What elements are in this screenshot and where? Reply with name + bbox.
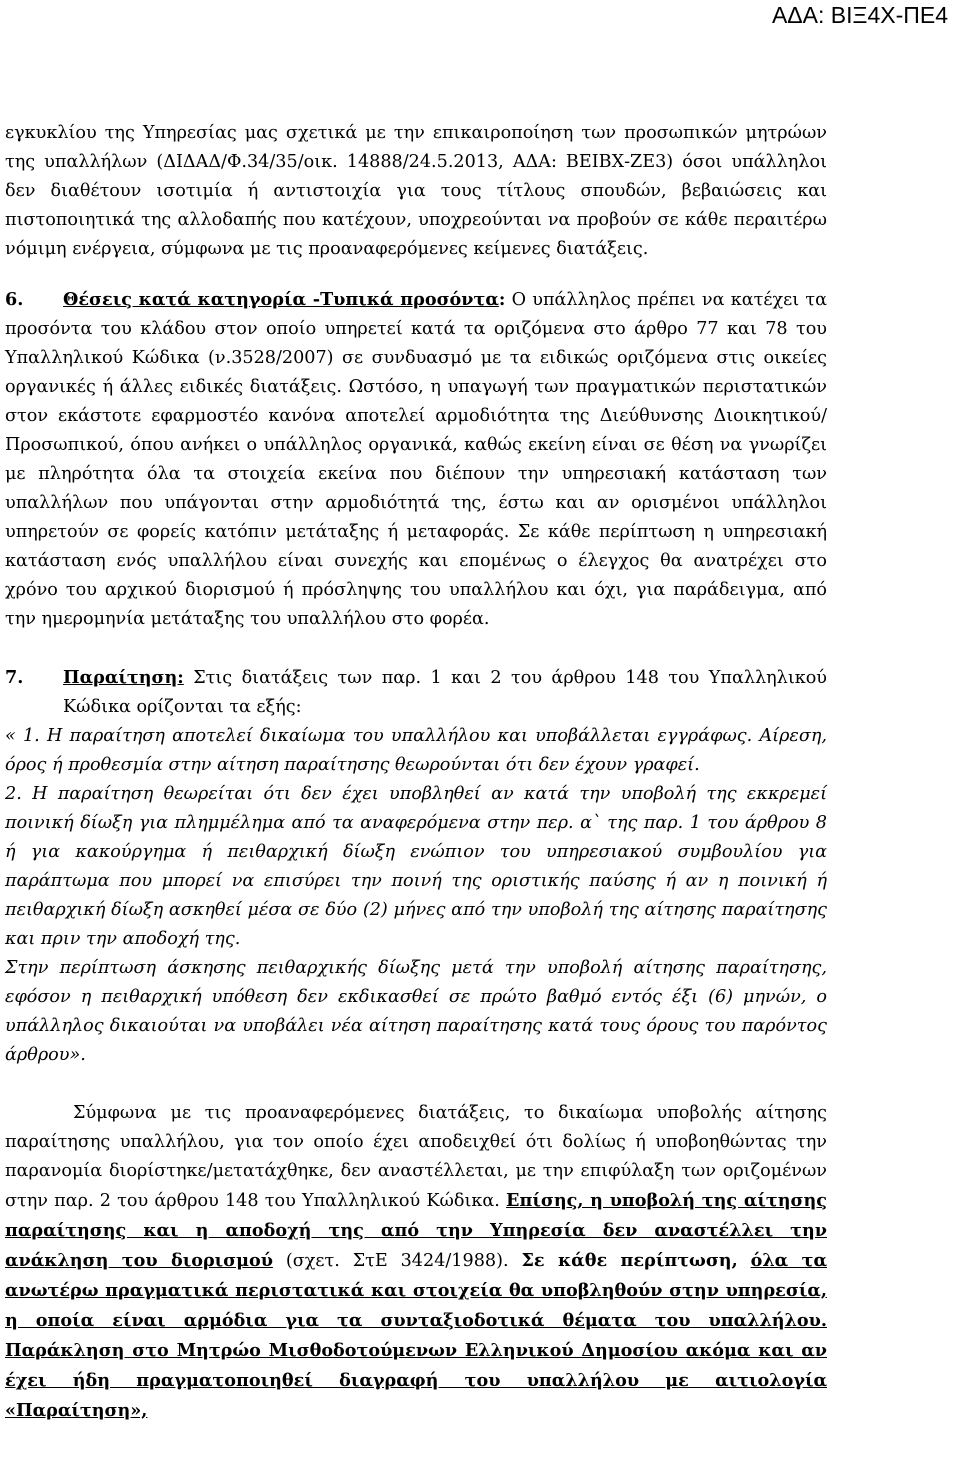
section-7-text: Στις διατάξεις των παρ. 1 και 2 του άρθρου 148 του Υπαλληλικού Κώδικα ορίζονται τα εξής: <box>63 668 827 717</box>
final-text-1: Σύμφωνα με τις προαναφερόμενες διατάξεις, το δικαίωμα υποβολής αίτησης παραίτησης υπαλλήλου, για τον οποίο έχει αποδειχθεί ότι δολίως ή υποβοηθώντας την παρανομία διορίστηκε/μετατάχθηκε, δεν αναστέλλεται, με την επιφύλαξη των οριζομένων στην παρ. 2 του άρθρου 148 του Υπαλληλικού Κώδικα. <box>5 1103 827 1211</box>
final-emphasis-1: Επίσης, η υποβολή της αίτησης παραίτησης και η αποδοχή της από την Υπηρεσία δεν αναστέλλει την ανάκληση του διορισμού <box>5 1190 828 1271</box>
section-6-colon: : <box>498 289 506 310</box>
intro-paragraph: εγκυκλίου της Υπηρεσίας μας σχετικά με την επικαιροποίηση των προσωπικών μητρώων της υπαλλήλων (ΔΙΔΑΔ/Φ.34/35/οικ. 14888/24.5.2013, ΑΔΑ: ΒΕΙΒΧ-ΖΕ3) όσοι υπάλληλοι δεν διαθέτουν ισοτιμία ή αντιστοιχία για τους τίτλους σπουδών, βεβαιώσεις και πιστοποιητικά της αλλοδαπής που κατέχουν, υποχρεούνται να προβούν σε κάθε περαιτέρω νόμιμη ενέργεια, σύμφωνα με τις προαναφερόμενες κείμενες διατάξεις. <box>5 123 827 259</box>
final-emphasis-2: Σε κάθε περίπτωση, <box>521 1250 738 1271</box>
section-6-heading: Θέσεις κατά κατηγορία -Τυπικά προσόντα <box>63 289 499 310</box>
section-7-heading: Παραίτηση: <box>63 667 184 688</box>
final-paragraph <box>5 1099 827 1426</box>
section-7 <box>5 663 827 722</box>
section-6 <box>5 285 827 634</box>
section-6-paragraph <box>5 285 827 634</box>
ada-code: ΑΔΑ: ΒΙΞ4Χ-ΠΕ4 <box>771 2 948 28</box>
document-body <box>5 119 827 1426</box>
quote-paragraph-1: « 1. Η παραίτηση αποτελεί δικαίωμα του υπαλλήλου και υποβάλλεται εγγράφως. Αίρεση, όρος ή προθεσμία στην αίτηση παραίτησης θεωρούνται ότι δεν έχουν γραφεί. <box>5 726 827 775</box>
quote-paragraph-2: 2. Η παραίτηση θεωρείται ότι δεν έχει υποβληθεί αν κατά την υποβολή της εκκρεμεί ποινική δίωξη για πλημμέλημα από τα αναφερόμενα στην περ. α` της παρ. 1 του άρθρου 8 ή για κακούργημα ή πειθαρχική δίωξη ενώπιον του υπηρεσιακού συμβουλίου για παράπτωμα που μπορεί να επισύρει την ποινή της οριστικής παύσης ή αν η ποινική ή πειθαρχική δίωξη ασκηθεί μέσα σε δύο (2) μήνες από την υποβολή της αίτησης παραίτησης και πριν την αποδοχή της. <box>5 784 827 949</box>
final-emphasis-3: όλα τα ανωτέρω πραγματικά περιστατικά και στοιχεία θα υποβληθούν στην υπηρεσία, η οποία είναι αρμόδια για τα συνταξιοδοτικά θέματα του υπαλλήλου. Παράκληση στο Μητρώο Μισθοδοτούμενων Ελληνικού Δημοσίου ακόμα και αν έχει ήδη πραγματοποιηθεί διαγραφή του υπαλλήλου με αιτιολογία «Παραίτηση», <box>5 1250 827 1421</box>
section-6-number: 6. <box>5 289 24 310</box>
final-space <box>738 1251 751 1271</box>
section-7-paragraph <box>63 663 827 722</box>
quote-paragraph-3: Στην περίπτωση άσκησης πειθαρχικής δίωξης μετά την υποβολή αίτησης παραίτησης, εφόσον η πειθαρχική υπόθεση δεν εκδικασθεί σε πρώτο βαθμό εντός έξι (6) μηνών, ο υπάλληλος δικαιούται να υποβάλει νέα αίτηση παραίτησης κατά τους όρους του παρόντος άρθρου». <box>5 958 827 1065</box>
section-7-number: 7. <box>5 667 24 688</box>
section-6-text: Ο υπάλληλος πρέπει να κατέχει τα προσόντα του κλάδου στον οποίο υπηρετεί κατά τα οριζόμενα στο άρθρο 77 και 78 του Υπαλληλικού Κώδικα (ν.3528/2007) σε συνδυασμό με τα ειδικώς οριζόμενα στις οικείες οργανικές ή άλλες ειδικές διατάξεις. Ωστόσο, η υπαγωγή των πραγματικών περιστατικών στον εκάστοτε εφαρμοστέο κανόνα αποτελεί αρμοδιότητα της Διεύθυνσης Διοικητικού/ Προσωπικού, όπου ανήκει ο υπάλληλος οργανικά, καθώς εκείνη είναι σε θέση να γνωρίζει με πληρότητα όλα τα στοιχεία εκείνα που διέπουν την υπηρεσιακή κατάσταση των υπαλλήλων που υπάγονται στην αρμοδιότητά της, έστω και αν ορισμένοι υπάλληλοι υπηρετούν σε φορείς κατόπιν μετάταξης ή μεταφοράς. Σε κάθε περίπτωση η υπηρεσιακή κατάσταση ενός υπαλλήλου είναι συνεχής και επομένως ο έλεγχος θα ανατρέχει στο χρόνο του αρχικού διορισμού ή πρόσληψης του υπαλλήλου και όχι, για παράδειγμα, από την ημερομηνία μετάταξης του υπαλλήλου στο φορέα. <box>5 290 827 629</box>
final-text-2: (σχετ. ΣτΕ 3424/1988). <box>272 1251 522 1271</box>
